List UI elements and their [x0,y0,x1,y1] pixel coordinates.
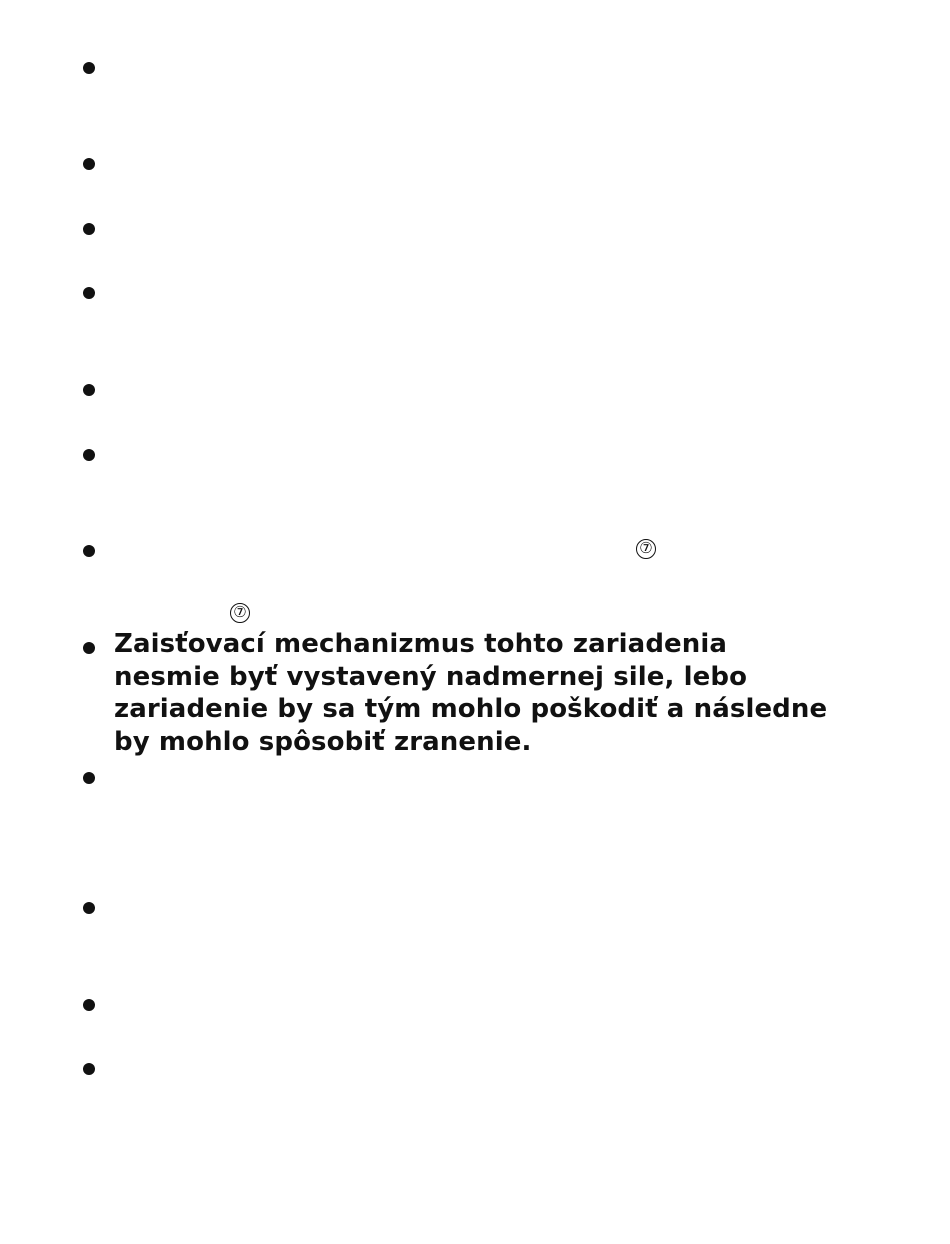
warning-line: nesmie byť vystavený nadmernej sile, lebo [114,661,748,692]
warning-line: by mohlo spôsobiť zranenie. [114,726,532,757]
list-bullet [83,545,95,557]
list-bullet [83,1063,95,1075]
list-bullet [83,999,95,1011]
list-bullet [83,449,95,461]
warning-line: Zaisťovací mechanizmus tohto zariadenia [114,629,728,659]
list-bullet [83,772,95,784]
list-bullet [83,62,95,74]
list-bullet [83,158,95,170]
list-bullet [83,287,95,299]
list-bullet [83,223,95,235]
warning-paragraph [114,628,894,758]
warning-line: zariadenie by sa tým mohlo poškodiť a následne [114,694,828,724]
list-bullet [83,902,95,914]
circled-reference-7: ⑦ [230,603,250,623]
list-bullet [83,642,95,654]
list-bullet [83,384,95,396]
circled-reference-7: ⑦ [636,539,656,559]
